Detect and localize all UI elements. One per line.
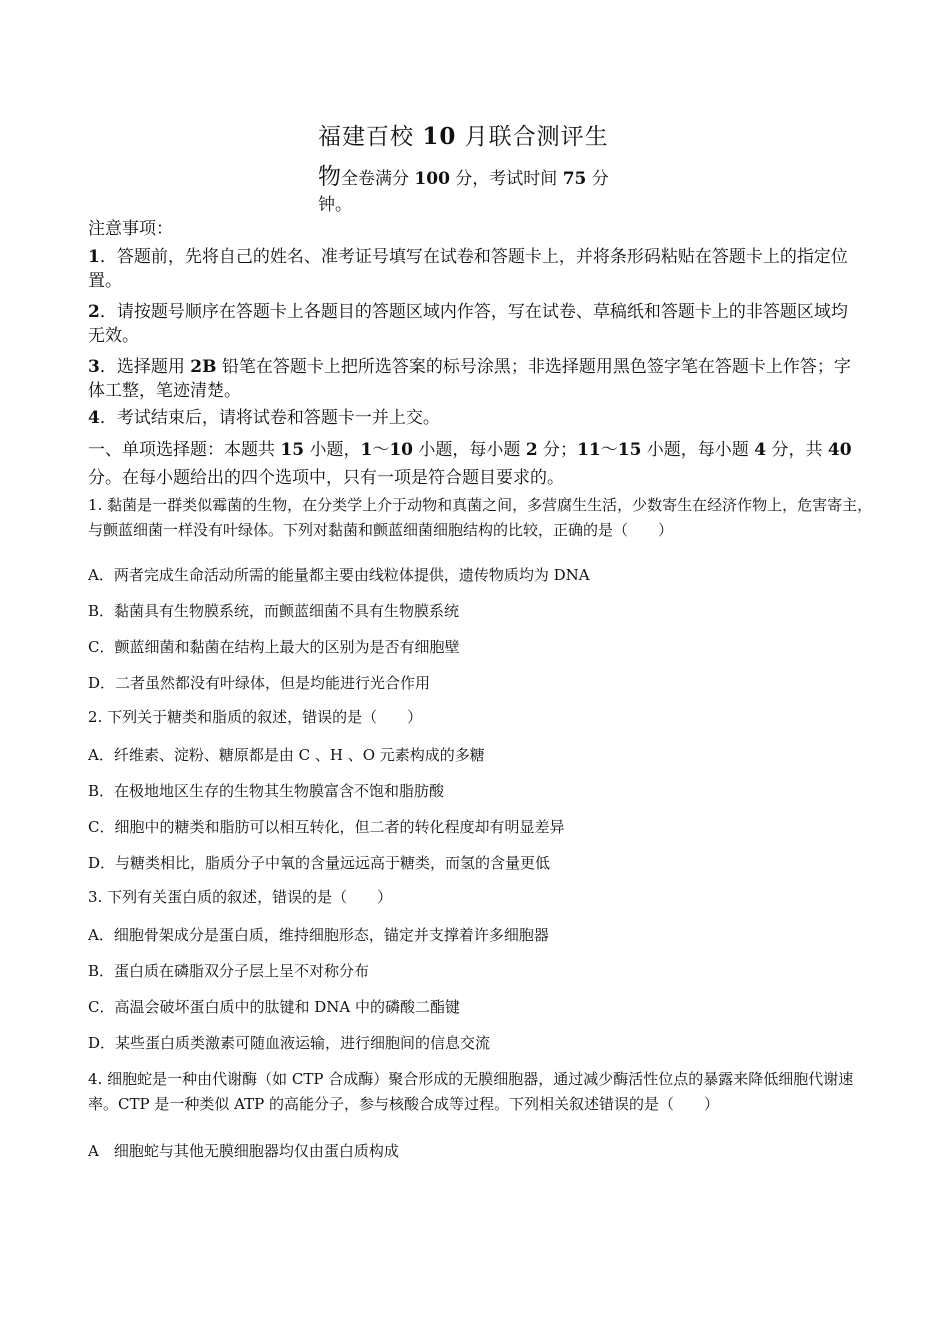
notice-item-1: 1．答题前，先将自己的姓名、准考证号填写在试卷和答题卡上，并将条形码粘贴在答题卡上的指定位置。	[88, 247, 848, 291]
section-heading: 一、单项选择题：本题共 15 小题，1～10 小题，每小题 2 分；11～15 小题，每小题 4 分，共 40 分。在每小题给出的四个选项中，只有一项是符合题目要求的。	[88, 440, 852, 488]
question-2-stem: 2. 下列关于糖类和脂质的叙述，错误的是（ ）	[88, 708, 423, 726]
notice-item-2: 2．请按题号顺序在答题卡上各题目的答题区域内作答，写在试卷、草稿纸和答题卡上的非答题区域均无效。	[88, 302, 848, 346]
question-2-option-b: B．在极地地区生存的生物其生物膜富含不饱和脂肪酸	[88, 782, 445, 800]
question-2-option-d: D．与糖类相比，脂质分子中氧的含量远远高于糖类，而氢的含量更低	[88, 854, 551, 872]
exam-info: 全卷满分 100 分，考试时间 75 分	[341, 169, 609, 189]
question-3-option-c: C．高温会破坏蛋白质中的肽键和 DNA 中的磷酸二酯键	[88, 998, 460, 1016]
question-1-option-c: C．颤蓝细菌和黏菌在结构上最大的区别为是否有细胞壁	[88, 638, 460, 656]
question-4-stem: 4. 细胞蛇是一种由代谢酶（如 CTP 合成酶）聚合形成的无膜细胞器，通过减少酶活性位点的暴露来降低细胞代谢速率。CTP 是一种类似 ATP 的高能分子，参与核酸合成等过程。下列相关叙述错误的是（ ）	[88, 1070, 854, 1113]
exam-title-line2	[318, 158, 609, 191]
question-1-option-b: B．黏菌具有生物膜系统，而颤蓝细菌不具有生物膜系统	[88, 602, 460, 620]
notice-item-3: 3．选择题用 2B 铅笔在答题卡上把所选答案的标号涂黑；非选择题用黑色签字笔在答题卡上作答；字体工整，笔迹清楚。	[88, 357, 851, 401]
question-4-option-a: A 细胞蛇与其他无膜细胞器均仅由蛋白质构成	[88, 1142, 399, 1160]
question-3-option-d: D．某些蛋白质类激素可随血液运输，进行细胞间的信息交流	[88, 1034, 491, 1052]
question-1-stem: 1. 黏菌是一群类似霉菌的生物，在分类学上介于动物和真菌之间，多营腐生生活，少数寄生在经济作物上，危害寄主，与颤蓝细菌一样没有叶绿体。下列对黏菌和颤蓝细菌细胞结构的比较，正确的是（ ）	[88, 496, 873, 539]
subject-char: 物	[318, 164, 341, 190]
question-1-option-d: D．二者虽然都没有叶绿体，但是均能进行光合作用	[88, 674, 431, 692]
question-3-option-b: B．蛋白质在磷脂双分子层上呈不对称分布	[88, 962, 370, 980]
notice-item-4: 4．考试结束后，请将试卷和答题卡一并上交。	[88, 408, 440, 428]
question-2-option-c: C．细胞中的糖类和脂肪可以相互转化，但二者的转化程度却有明显差异	[88, 818, 565, 836]
notice-heading: 注意事项：	[88, 219, 173, 239]
question-3-stem: 3. 下列有关蛋白质的叙述，错误的是（ ）	[88, 888, 393, 906]
question-3-option-a: A．细胞骨架成分是蛋白质，维持细胞形态，锚定并支撑着许多细胞器	[88, 926, 549, 944]
question-2-option-a: A．纤维素、淀粉、糖原都是由 C 、H 、O 元素构成的多糖	[88, 746, 485, 764]
exam-title: 福建百校 10 月联合测评生	[318, 123, 609, 150]
exam-info-cont: 钟。	[318, 195, 352, 215]
question-1-option-a: A．两者完成生命活动所需的能量都主要由线粒体提供，遗传物质均为 DNA	[88, 566, 590, 584]
